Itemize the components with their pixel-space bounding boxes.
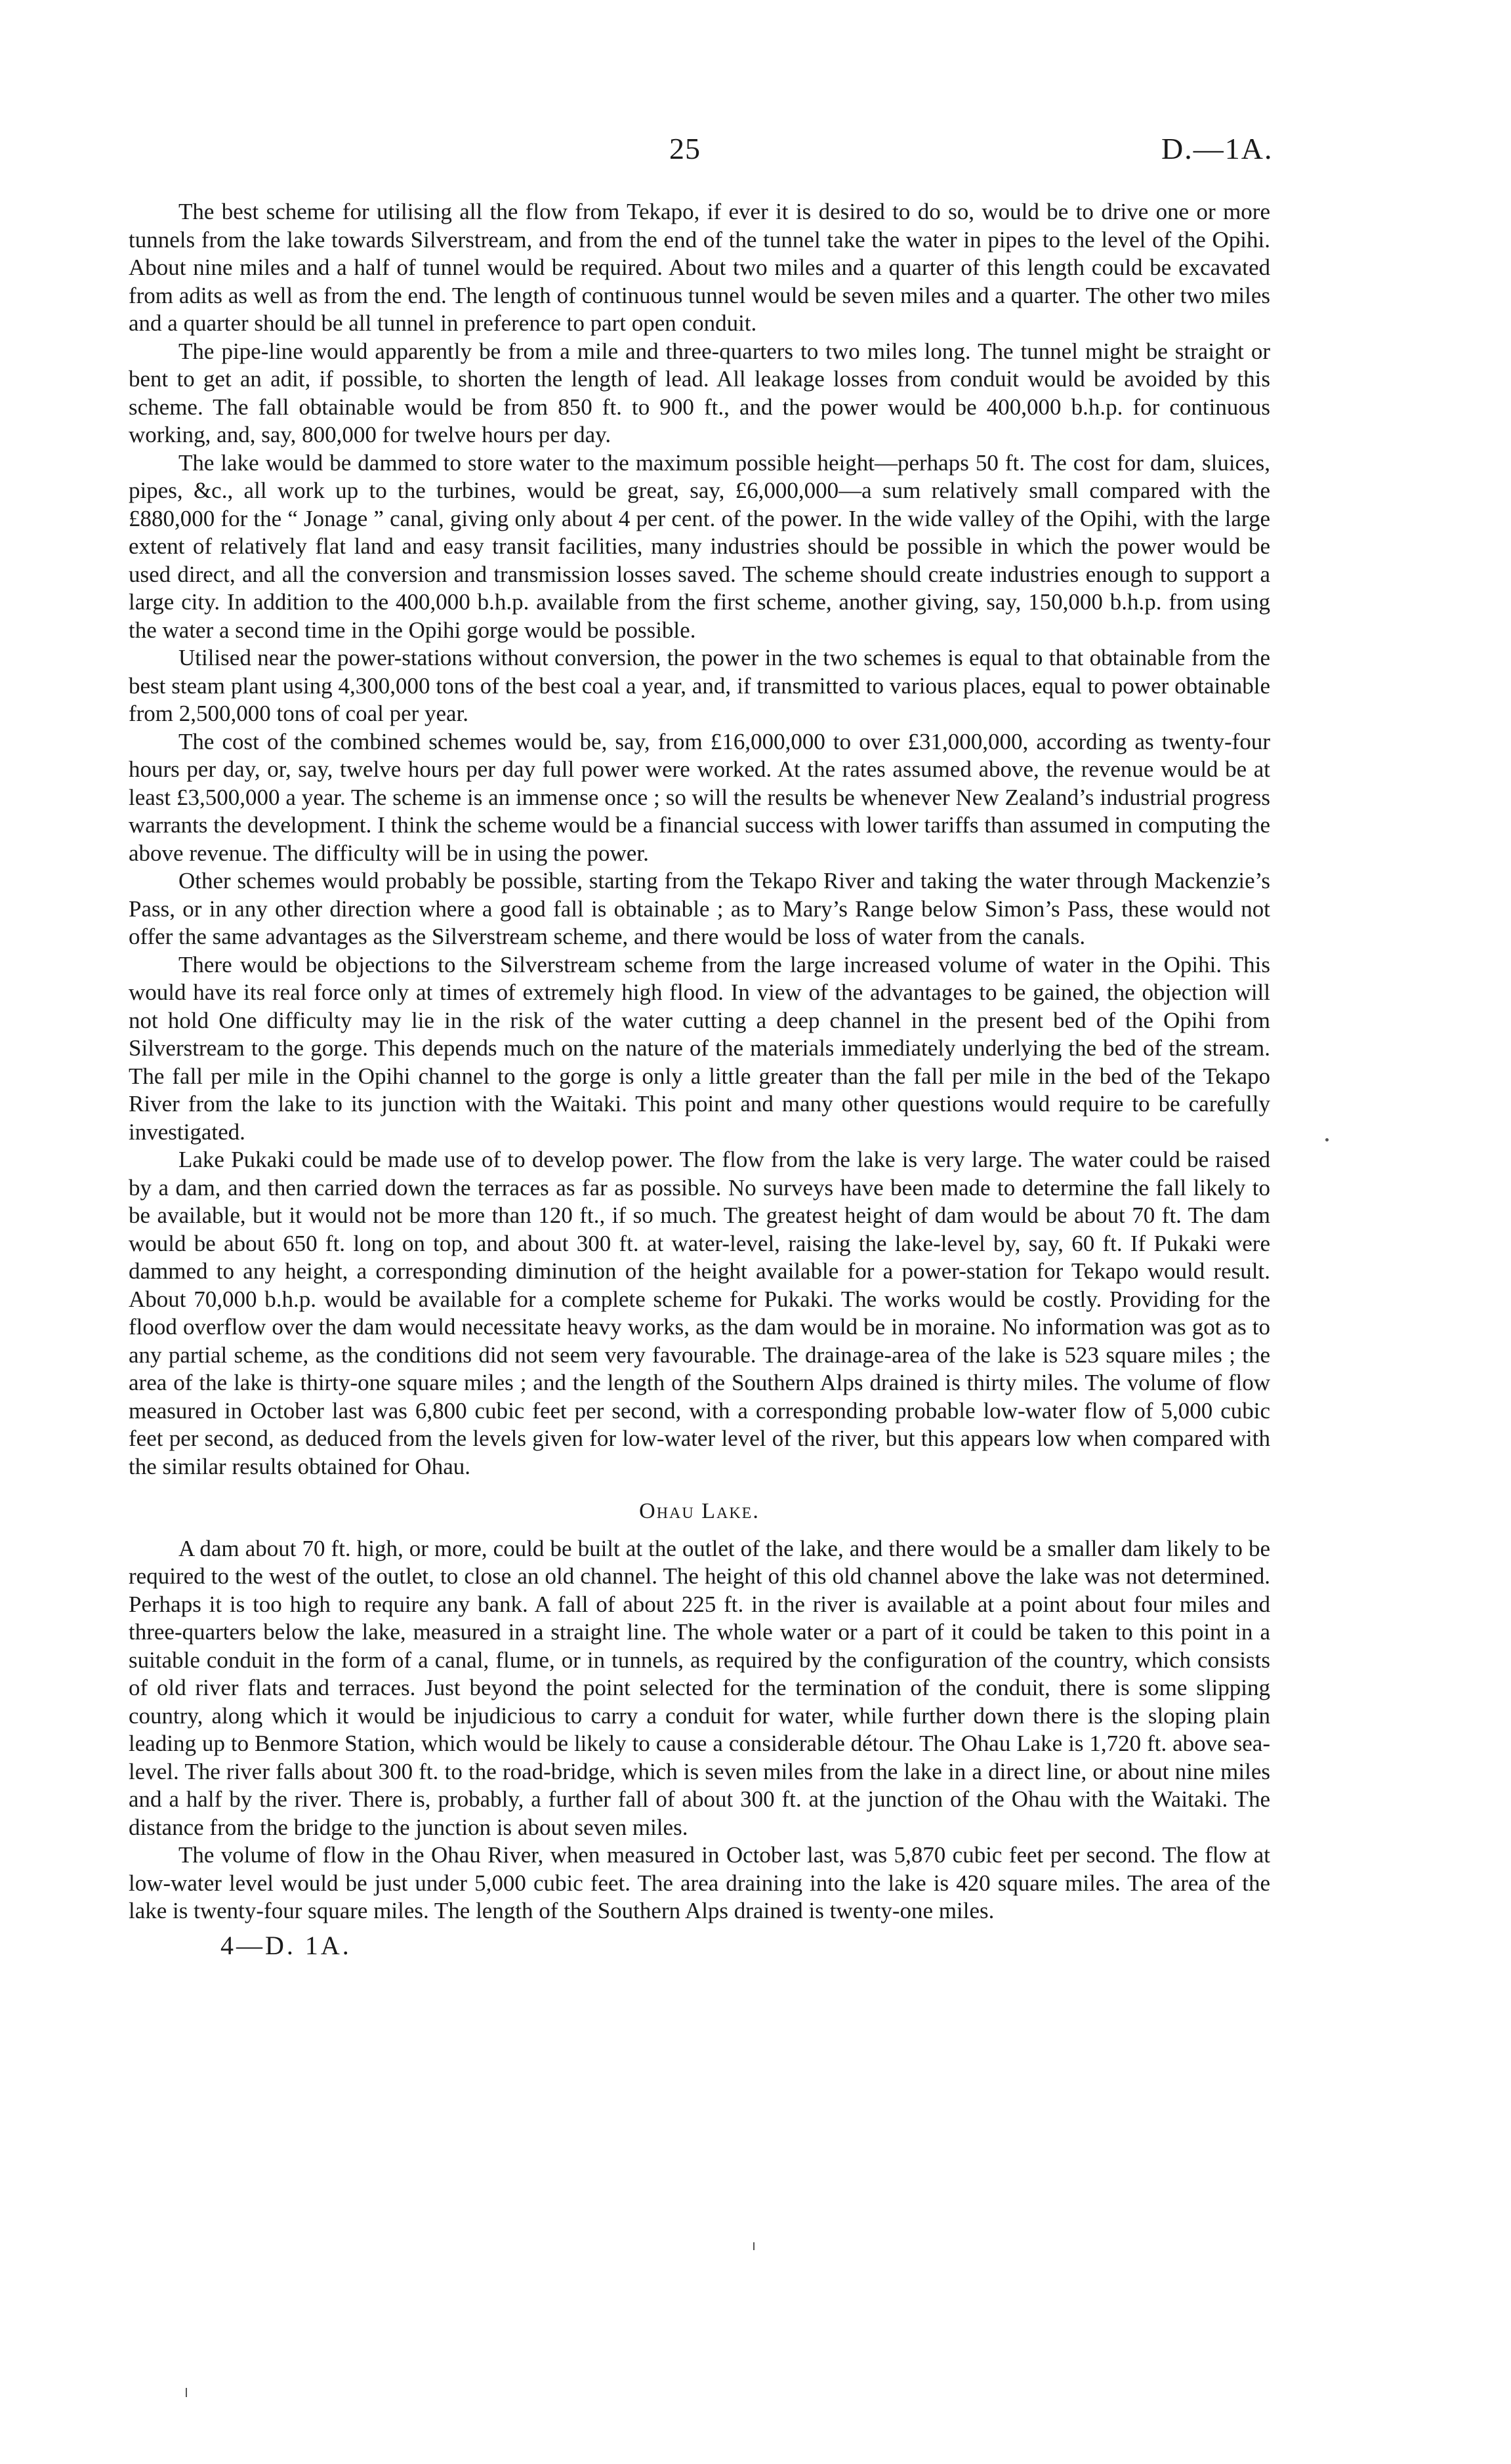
paragraph: The pipe-line would apparently be from a mile and three-quarters to two miles long. The tunnel might be straight or bent to get an adit, if possible, to shorten the length of lead. All leakage losses from conduit would be avoided by this scheme. The fall obtainable would be from 850 ft. to 900 ft., and the power would be 400,000 b.h.p. for continuous working, and, say, 800,000 for twelve hours per day. — [129, 338, 1270, 447]
paragraph: Lake Pukaki could be made use of to develop power. The flow from the lake is very large. The water could be raised by a dam, and then carried down the terraces as far as possible. No surveys have been made to determine the fall likely to be available, but it would not be more than 120 ft., if so much. The greatest height of dam would be about 70 ft. The dam would be about 650 ft. long on top, and about 300 ft. at water-level, raising the lake-level by, say, 60 ft. If Pukaki were dammed to any height, a corresponding diminution of the height available for a power-station for Tekapo would result. About 70,000 b.h.p. would be available for a complete scheme for Pukaki. The works would be costly. Providing for the flood overflow over the dam would necessitate heavy works, as the dam would be in moraine. No information was got as to any partial scheme, as the conditions did not seem very favourable. The drainage-area of the lake is 523 square miles ; the area of the lake is thirty-one square miles ; and the length of the Southern Alps drained is thirty miles. The volume of flow measured in October last was 6,800 cubic feet per second, with a corresponding probable low-water flow of 5,000 cubic feet per second, as deduced from the levels given for low-water level of the river, but this appears low when compared with the similar results obtained for Ohau. — [129, 1147, 1270, 1479]
paragraph: The best scheme for utilising all the flow from Tekapo, if ever it is desired to do so, would be to drive one or more tunnels from the lake towards Silverstream, and from the end of the tunnel take the water in pipes to the level of the Opihi. About nine miles and a half of tunnel would be required. About two miles and a quarter of this length could be excavated from adits as well as from the end. The length of continuous tunnel would be seven miles and a quarter. The other two miles and a quarter should be all tunnel in preference to part open conduit. — [129, 199, 1270, 336]
section-heading-ohau-lake: Ohau Lake. — [639, 1499, 760, 1523]
page-number: 25 — [669, 132, 701, 165]
paragraph: Other schemes would probably be possible, starting from the Tekapo River and taking the water through Mackenzie’s Pass, or in any other direction where a good fall is obtainable ; as to Mary’s Range below Simon’s Pass, these would not offer the same advantages as the Silverstream scheme, and there would be loss of water from the canals. — [129, 868, 1270, 949]
paragraph: The volume of flow in the Ohau River, when measured in October last, was 5,870 cubic feet per second. The flow at low-water level would be just under 5,000 cubic feet. The area draining into the lake is 420 square miles. The area of the lake is twenty-four square miles. The length of the Southern Alps drained is twenty-one miles. — [129, 1842, 1270, 1923]
paragraph: There would be objections to the Silverstream scheme from the large increased volume of water in the Opihi. This would have its real force only at times of extremely high flood. In view of the advantages to be gained, the objection will not hold One difficulty may lie in the risk of the water cutting a deep channel in the present bed of the Opihi from Silverstream to the gorge. This depends much on the nature of the materials immediately underlying the bed of the stream. The fall per mile in the Opihi channel to the gorge is only a little greater than the fall per mile in the bed of the Tekapo River from the lake to its junction with the Waitaki. This point and many other questions would require to be carefully investigated. — [129, 951, 1270, 1145]
scan-mark — [1325, 1138, 1329, 1141]
scan-mark — [753, 2242, 755, 2250]
paragraph: The lake would be dammed to store water to the maximum possible height—perhaps 50 ft. The cost for dam, sluices, pipes, &c., all work up to the turbines, would be great, say, £6,000,000—a sum relatively small compared with the £880,000 for the “ Jonage ” canal, giving only about 4 per cent. of the power. In the wide valley of the Opihi, with the large extent of relatively flat land and easy transit facilities, many industries should be possible in which the power would be used direct, and all the conversion and transmission losses saved. The scheme should create industries enough to support a large city. In addition to the 400,000 b.h.p. available from the first scheme, another giving, say, 150,000 b.h.p. from using the water a second time in the Opihi gorge would be possible. — [129, 449, 1270, 643]
paragraph: The cost of the combined schemes would be, say, from £16,000,000 to over £31,000,000, according as twenty-four hours per day, or, say, twelve hours per day full power were worked. At the rates assumed above, the revenue would be at least £3,500,000 a year. The scheme is an immense once ; so will the results be whenever New Zealand’s industrial progress warrants the development. I think the scheme would be a financial success with lower tariffs than assumed in computing the above revenue. The difficulty will be in using the power. — [129, 728, 1270, 866]
paragraph: A dam about 70 ft. high, or more, could be built at the outlet of the lake, and there would be a smaller dam likely to be required to the west of the outlet, to close an old channel. The height of this old channel above the lake was not determined. Perhaps it is too high to require any bank. A fall of about 225 ft. in the river is available at a point about four miles and three-quarters below the lake, measured in a straight line. The whole water or a part of it could be taken to this point in a suitable conduit in the form of a canal, flume, or in tunnels, as required by the configuration of the country, which consists of old river flats and terraces. Just beyond the point selected for the termination of the conduit, there is some slipping country, along which it would be injudicious to carry a conduit for water, while further down there is the sloping plain leading up to Benmore Station, which would be likely to cause a considerable détour. The Ohau Lake is 1,720 ft. above sea-level. The river falls about 300 ft. to the road-bridge, which is seven miles from the lake in a direct line, or about nine miles and a half by the river. There is, probably, a further fall of about 300 ft. at the junction of the Ohau with the Waitaki. The distance from the bridge to the junction is about seven miles. — [129, 1535, 1270, 1840]
document-reference: D.—1A. — [1161, 132, 1273, 165]
paragraph: Utilised near the power-stations without conversion, the power in the two schemes is equal to that obtainable from the best steam plant using 4,300,000 tons of the best coal a year, and, if transmitted to various places, equal to power obtainable from 2,500,000 tons of coal per year. — [129, 645, 1270, 726]
footer-signature: 4—D. 1A. — [220, 1930, 352, 1960]
document-body — [129, 198, 1270, 1960]
scan-mark — [186, 2388, 187, 2397]
